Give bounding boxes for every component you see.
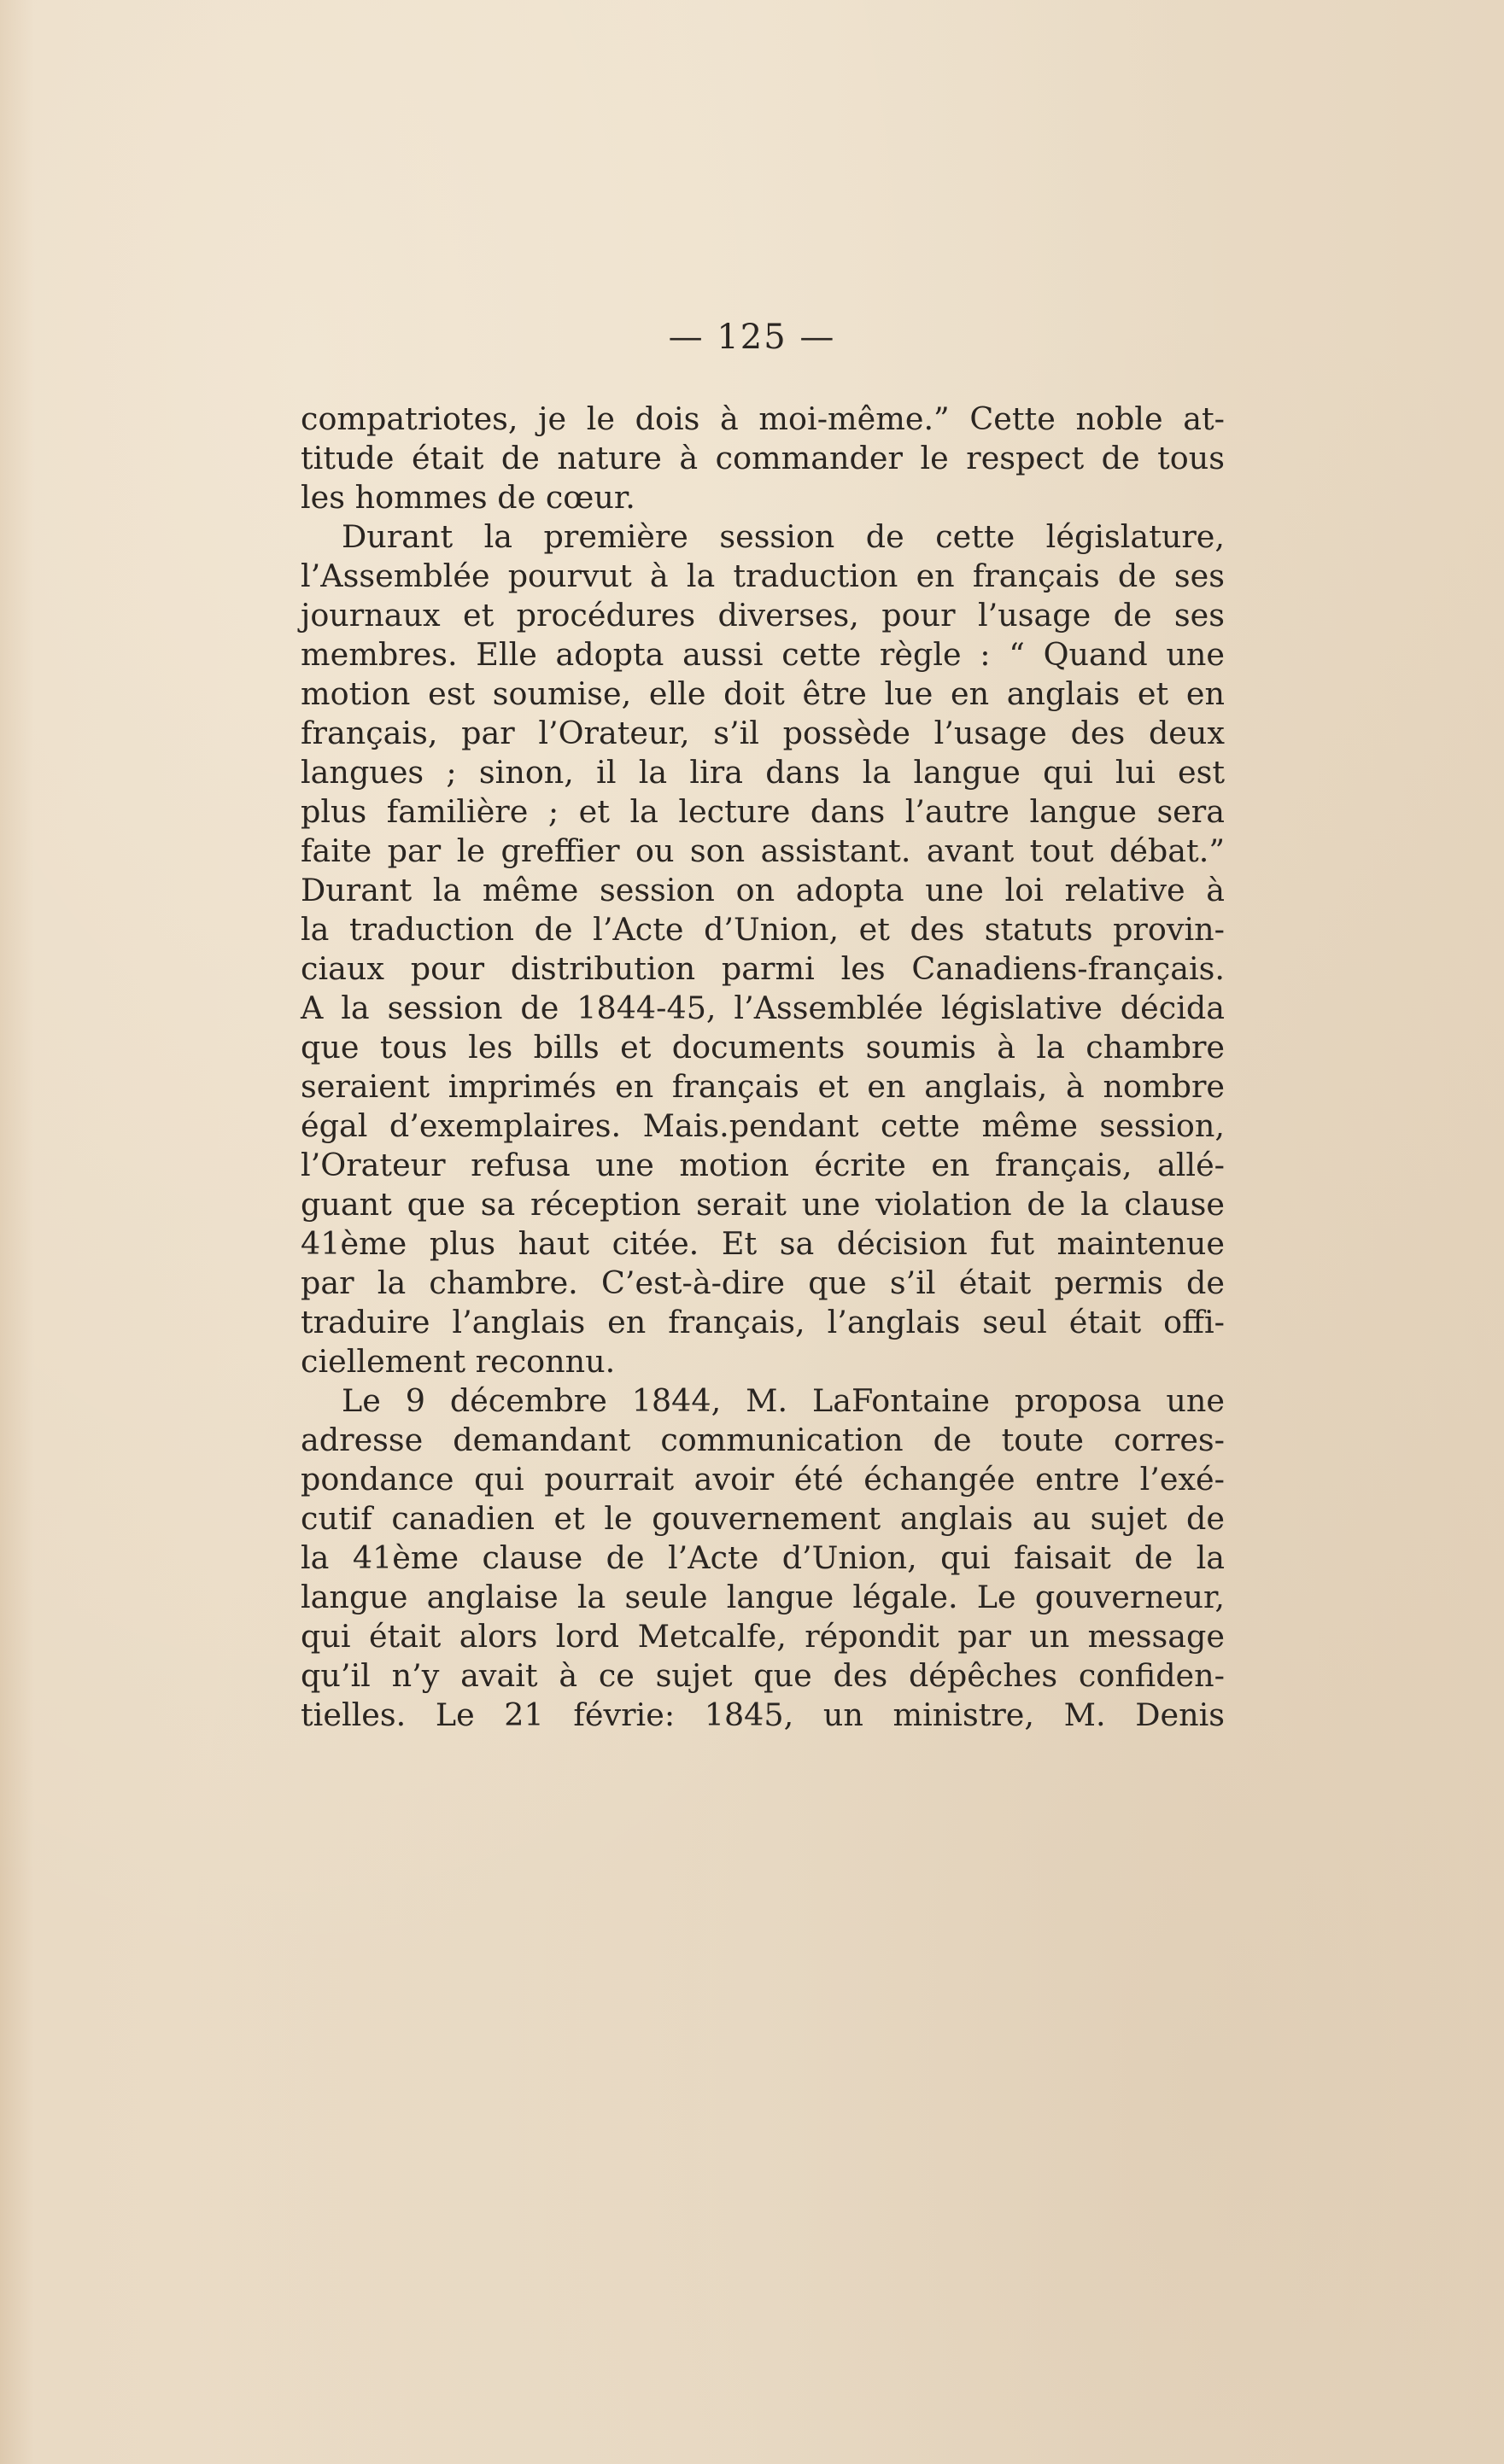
text-line: ciaux pour distribution parmi les Canadiens-français. bbox=[301, 950, 1225, 987]
text-line: pondance qui pourrait avoir été échangée entre l’exé- bbox=[301, 1461, 1225, 1498]
text-line: langues ; sinon, il la lira dans la langue qui lui est bbox=[301, 754, 1225, 791]
text-line: l’Orateur refusa une motion écrite en français, allé- bbox=[301, 1147, 1225, 1183]
text-line: Le 9 décembre 1844, M. LaFontaine proposa une bbox=[342, 1382, 1225, 1419]
text-line: guant que sa réception serait une violation de la clause bbox=[301, 1186, 1225, 1223]
text-line: compatriotes, je le dois à moi-même.” Cette noble at- bbox=[301, 400, 1225, 437]
text-line: qui était alors lord Metcalfe, répondit par un message bbox=[301, 1618, 1225, 1655]
text-line: français, par l’Orateur, s’il possède l’usage des deux bbox=[301, 715, 1225, 751]
text-line: l’Assemblée pourvut à la traduction en français de ses bbox=[301, 558, 1225, 594]
text-line: motion est soumise, elle doit être lue en anglais et en bbox=[301, 675, 1225, 712]
text-line: faite par le greffier ou son assistant. avant tout débat.” bbox=[301, 832, 1225, 869]
text-line: la 41ème clause de l’Acte d’Union, qui faisait de la bbox=[301, 1539, 1225, 1576]
text-line: 41ème plus haut citée. Et sa décision fut maintenue bbox=[301, 1225, 1225, 1262]
text-line: plus familière ; et la lecture dans l’autre langue sera bbox=[301, 793, 1225, 830]
text-line: Durant la même session on adopta une loi relative à bbox=[301, 872, 1225, 908]
text-line: adresse demandant communication de toute corres- bbox=[301, 1422, 1225, 1458]
text-line: titude était de nature à commander le respect de tous bbox=[301, 440, 1225, 476]
text-line: ciellement reconnu. bbox=[301, 1343, 616, 1380]
body-text bbox=[301, 400, 1225, 1735]
text-line: par la chambre. C’est-à-dire que s’il était permis de bbox=[301, 1264, 1225, 1301]
text-line: traduire l’anglais en français, l’anglais seul était offi- bbox=[301, 1304, 1225, 1340]
text-line: cutif canadien et le gouvernement anglais au sujet de bbox=[301, 1500, 1225, 1537]
text-line: membres. Elle adopta aussi cette règle : “ Quand une bbox=[301, 636, 1225, 673]
text-line: qu’il n’y avait à ce sujet que des dépêches confiden- bbox=[301, 1657, 1225, 1694]
text-line: les hommes de cœur. bbox=[301, 479, 635, 516]
text-line: seraient imprimés en français et en anglais, à nombre bbox=[301, 1068, 1225, 1105]
text-line: que tous les bills et documents soumis à la chambre bbox=[301, 1029, 1225, 1066]
text-line: tielles. Le 21 févrie: 1845, un ministre, M. Denis bbox=[301, 1696, 1225, 1733]
text-line: A la session de 1844-45, l’Assemblée législative décida bbox=[301, 990, 1225, 1026]
text-line: la traduction de l’Acte d’Union, et des statuts provin- bbox=[301, 911, 1225, 948]
text-line: égal d’exemplaires. Mais.pendant cette même session, bbox=[301, 1107, 1225, 1144]
page-number: — 125 — bbox=[668, 318, 836, 357]
text-line: langue anglaise la seule langue légale. Le gouverneur, bbox=[301, 1579, 1225, 1615]
text-line: journaux et procédures diverses, pour l’usage de ses bbox=[301, 597, 1225, 634]
text-line: Durant la première session de cette législature, bbox=[342, 518, 1225, 555]
